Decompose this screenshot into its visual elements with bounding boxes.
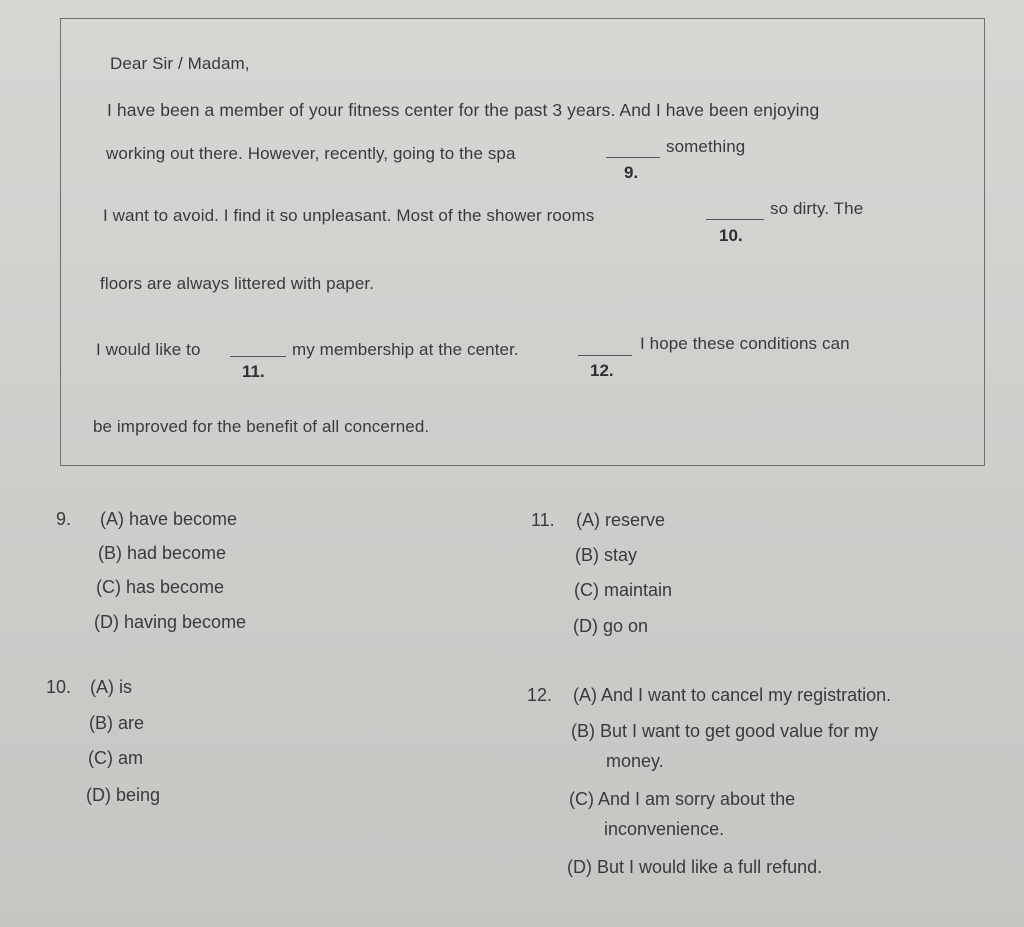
letter-line-5a: I would like to	[96, 340, 201, 359]
question-11-number: 11.	[531, 510, 555, 530]
blank-12-number: 12.	[590, 361, 614, 380]
question-10-number: 10.	[46, 677, 72, 697]
question-9-number: 9.	[56, 509, 72, 529]
question-12-number: 12.	[527, 685, 553, 705]
letter-line-4: floors are always littered with paper.	[100, 274, 375, 293]
question-9-option-c: (C) has become	[96, 577, 225, 597]
blank-9-number: 9.	[624, 163, 639, 182]
blank-11-line	[230, 356, 286, 357]
letter-line-5b: my membership at the center.	[292, 340, 519, 359]
question-11-option-c: (C) maintain	[574, 580, 673, 600]
letter-salutation: Dear Sir / Madam,	[110, 54, 250, 73]
letter-line-5c: I hope these conditions can	[640, 334, 850, 353]
question-12-option-b-line1: (B) But I want to get good value for my	[571, 721, 879, 741]
blank-10-line	[706, 219, 764, 220]
letter-box	[60, 18, 985, 466]
letter-line-3a: I want to avoid. I find it so unpleasant. Most of the shower rooms	[103, 206, 595, 225]
letter-line-2b: something	[666, 137, 746, 156]
question-11-option-a: (A) reserve	[576, 510, 666, 530]
question-10-option-a: (A) is	[90, 677, 132, 697]
question-10-option-d: (D) being	[86, 785, 161, 805]
question-9-option-d: (D) having become	[94, 612, 247, 632]
question-9-option-a: (A) have become	[100, 509, 238, 529]
letter-line-3b: so dirty. The	[770, 199, 864, 218]
question-12-option-b-line2: money.	[606, 751, 664, 771]
question-10-option-b: (B) are	[89, 713, 145, 733]
question-12-option-a: (A) And I want to cancel my registration.	[573, 685, 892, 705]
question-11-option-d: (D) go on	[573, 616, 649, 636]
blank-10-number: 10.	[719, 226, 743, 245]
blank-12-line	[578, 355, 632, 356]
letter-line-6: be improved for the benefit of all concerned.	[93, 417, 430, 436]
question-12-option-c-line1: (C) And I am sorry about the	[569, 789, 796, 809]
question-12-option-c-line2: inconvenience.	[604, 819, 725, 839]
question-12-option-d: (D) But I would like a full refund.	[567, 857, 823, 877]
letter-line-2a: working out there. However, recently, going to the spa	[106, 144, 516, 163]
question-10-option-c: (C) am	[88, 748, 143, 768]
question-9-option-b: (B) had become	[98, 543, 227, 563]
question-11-option-b: (B) stay	[575, 545, 638, 565]
letter-line-1: I have been a member of your fitness center for the past 3 years. And I have been enjoying	[107, 100, 820, 120]
blank-11-number: 11.	[242, 362, 265, 381]
blank-9-line	[606, 157, 660, 158]
